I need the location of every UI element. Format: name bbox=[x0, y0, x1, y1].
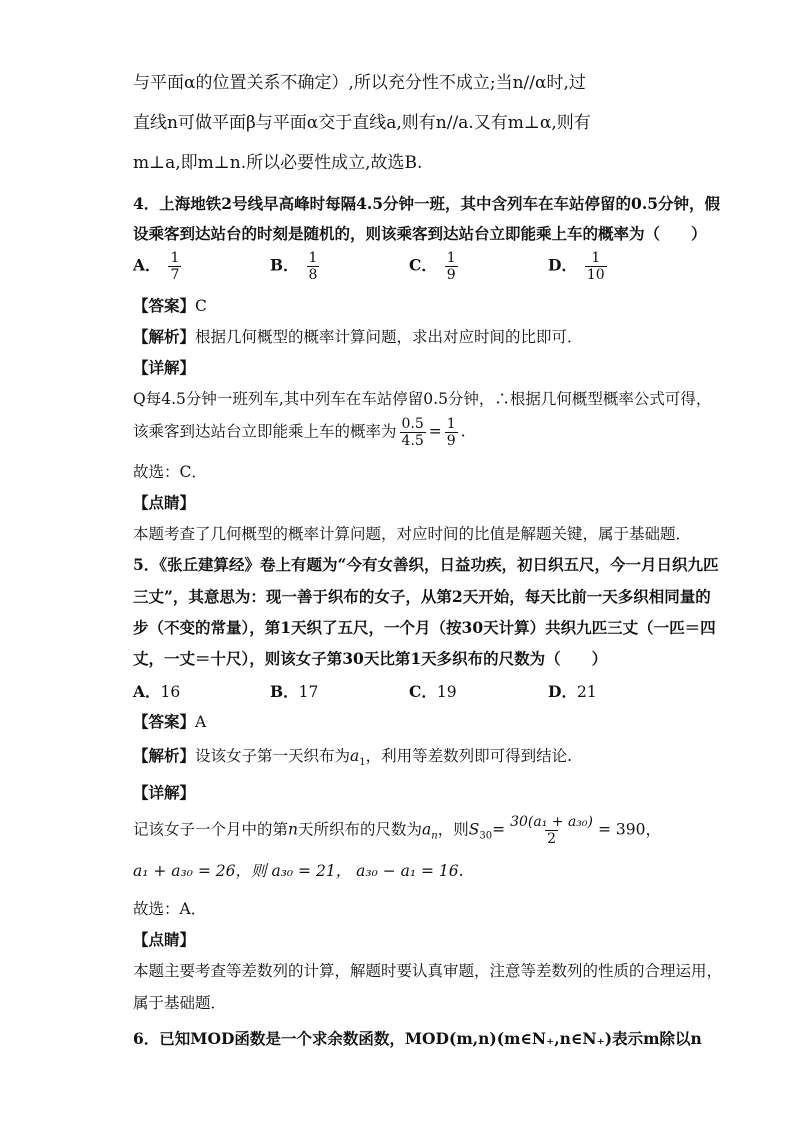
q4-choose: 故选：C． bbox=[133, 463, 207, 481]
equals-sign: = bbox=[492, 820, 506, 839]
option-letter: B． bbox=[270, 682, 299, 701]
option-letter: A． bbox=[133, 255, 161, 275]
variable-s: S bbox=[468, 820, 480, 839]
q4-detail-line-2 bbox=[133, 416, 466, 449]
q4-question-line-1: 4．上海地铁2号线早高峰时每隔4.5分钟一班，其中含列车在车站停留的0.5分钟，假 bbox=[133, 194, 721, 213]
option-value: 17 bbox=[298, 683, 319, 701]
equals-sign: = bbox=[428, 422, 442, 441]
q4-option-a bbox=[133, 250, 184, 283]
q5-comment-tag: 【点睛】 bbox=[133, 930, 196, 949]
variable-a: a bbox=[422, 820, 432, 839]
answer-value: C bbox=[195, 297, 207, 315]
fraction-denominator: 2 bbox=[547, 831, 556, 847]
fraction-numerator: 1 bbox=[446, 416, 456, 432]
q3-solution-line-1: 与平面α的位置关系不确定）,所以充分性不成立;当n//α时,过 bbox=[133, 73, 586, 93]
fraction-numerator: 30(a₁ + a₃₀) bbox=[510, 814, 593, 830]
sum-result: = 390， bbox=[598, 820, 661, 839]
q4-answer bbox=[133, 295, 207, 317]
analysis-text-end: ，利用等差数列即可得到结论. bbox=[365, 747, 573, 765]
option-letter: C． bbox=[409, 255, 437, 275]
option-value: 16 bbox=[160, 683, 181, 701]
period: . bbox=[460, 422, 466, 441]
detail-then: ，则 bbox=[437, 820, 469, 839]
probability-fraction bbox=[400, 416, 426, 449]
fraction-numerator: 1 bbox=[446, 250, 456, 266]
q5-detail-line-1 bbox=[133, 814, 661, 848]
fraction-denominator: 7 bbox=[170, 267, 180, 283]
subscript: n bbox=[431, 830, 438, 842]
analysis-tag: 【解析】 bbox=[133, 327, 196, 346]
option-value: 21 bbox=[576, 683, 597, 701]
analysis-text: 根据几何概型的概率计算问题，求出对应时间的比即可． bbox=[195, 328, 583, 346]
option-fraction bbox=[307, 250, 320, 283]
fraction-numerator: 1 bbox=[308, 250, 318, 266]
q4-detail-line-1: Q每4.5分钟一班列车,其中列车在车站停留0.5分钟，∴根据几何概型概率公式可得， bbox=[133, 390, 712, 408]
q4-option-b bbox=[270, 250, 322, 283]
q5-question-line-4: 丈，一丈＝十尺），则该女子第30天比第1天多织布的尺数为（ ） bbox=[133, 649, 608, 668]
result-fraction bbox=[445, 416, 458, 449]
q5-option-a bbox=[133, 680, 180, 702]
fraction-denominator: 10 bbox=[586, 267, 605, 283]
q5-answer bbox=[133, 711, 206, 733]
q5-option-d bbox=[548, 680, 597, 702]
analysis-tag: 【解析】 bbox=[133, 746, 196, 765]
q6-question-line-1: 6．已知MOD函数是一个求余数函数，MOD(m,n)(m∈N₊,n∈N₊)表示m除以n bbox=[133, 1029, 702, 1048]
variable-n: n bbox=[288, 820, 298, 839]
q5-analysis bbox=[133, 745, 572, 774]
option-letter: D． bbox=[548, 255, 577, 275]
q5-question-line-3: 步（不变的常量），第1天织了五尺，一个月（按30天计算）共织九匹三丈（一匹＝四 bbox=[133, 618, 716, 637]
q5-option-c bbox=[409, 680, 457, 702]
q4-option-d bbox=[548, 250, 610, 283]
q5-option-b bbox=[270, 680, 318, 702]
answer-tag: 【答案】 bbox=[133, 712, 196, 731]
fraction-numerator: 0.5 bbox=[401, 416, 424, 432]
detail-text: 该乘客到达站台立即能乘上车的概率为 bbox=[133, 422, 397, 441]
answer-tag: 【答案】 bbox=[133, 296, 196, 315]
option-letter: B． bbox=[270, 255, 299, 275]
option-fraction bbox=[168, 250, 181, 283]
q4-detail-tag: 【详解】 bbox=[133, 358, 196, 377]
option-letter: C． bbox=[409, 682, 437, 701]
option-fraction bbox=[585, 250, 607, 283]
option-value: 19 bbox=[436, 683, 457, 701]
detail-text: 记该女子一个月中的第 bbox=[133, 820, 289, 839]
q4-question-line-2: 设乘客到达站台的时刻是随机的，则该乘客到达站台立即能乘上车的概率为（ ） bbox=[133, 224, 707, 243]
analysis-text: 设该女子第一天织布为 bbox=[195, 747, 351, 765]
fraction-denominator: 9 bbox=[446, 267, 456, 283]
fraction-denominator: 9 bbox=[446, 433, 456, 449]
subscript: 1 bbox=[359, 757, 366, 769]
q4-option-c bbox=[409, 250, 461, 283]
q3-solution-line-2: 直线n可做平面β与平面α交于直线a,则有n//a.又有m⊥α,则有 bbox=[133, 113, 591, 133]
q4-comment: 本题考查了几何概型的概率计算问题，对应时间的比值是解题关键，属于基础题． bbox=[133, 525, 692, 543]
option-letter: D． bbox=[548, 682, 577, 701]
q5-comment-line-1: 本题主要考查等差数列的计算，解题时要认真审题，注意等差数列的性质的合理运用， bbox=[133, 962, 723, 980]
option-fraction bbox=[445, 250, 458, 283]
fraction-numerator: 1 bbox=[170, 250, 180, 266]
detail-text-mid: 天所织布的尺数为 bbox=[298, 820, 423, 839]
answer-value: A bbox=[195, 713, 207, 731]
fraction-denominator: 8 bbox=[308, 267, 318, 283]
q5-choose: 故选：A． bbox=[133, 900, 207, 918]
fraction-denominator: 4.5 bbox=[401, 433, 424, 449]
fraction-numerator: 1 bbox=[591, 250, 601, 266]
variable-a: a bbox=[350, 747, 360, 765]
q5-detail-line-2: a₁ + a₃₀ = 26，则 a₃₀ = 21， a₃₀ − a₁ = 16. bbox=[133, 862, 464, 880]
q5-comment-line-2: 属于基础题． bbox=[133, 994, 227, 1012]
q5-question-line-1: 5．《张丘建算经》卷上有题为“今有女善织，日益功疾，初日织五尺，今一月日织九匹 bbox=[133, 555, 719, 574]
q4-analysis bbox=[133, 326, 583, 348]
q4-comment-tag: 【点睛】 bbox=[133, 493, 196, 512]
q5-detail-tag: 【详解】 bbox=[133, 783, 196, 802]
option-letter: A． bbox=[133, 682, 161, 701]
subscript: 30 bbox=[479, 830, 493, 842]
sum-fraction bbox=[508, 814, 595, 847]
q5-question-line-2: 三丈”，其意思为：现一善于织布的女子，从第2天开始，每天比前一天多织相同量的 bbox=[133, 587, 711, 606]
q3-solution-line-3: m⊥a,即m⊥n.所以必要性成立,故选B. bbox=[133, 153, 423, 173]
